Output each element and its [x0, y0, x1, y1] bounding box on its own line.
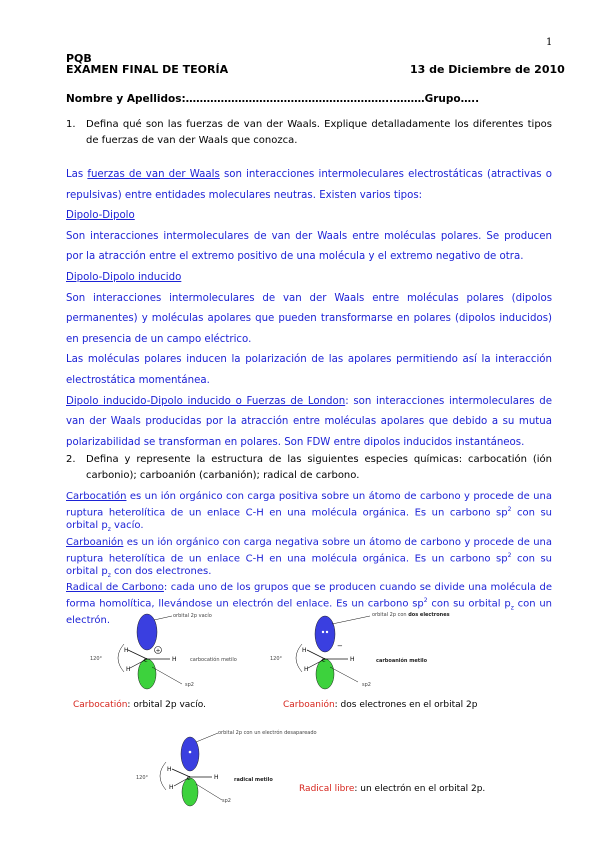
question-2-text: Defina y represente la estructura de las siguientes especies químicas: carbocatión (ión carbonio); carboanión (carbanión); radical de carbono.	[86, 454, 552, 481]
page-number: 1	[546, 37, 553, 48]
svg-text:H: H	[167, 766, 172, 773]
carbocation-title[interactable]: Carbocatión	[66, 491, 127, 502]
cation-caption: Carbocatión: orbital 2p vacío.	[73, 700, 206, 710]
svg-text:H: H	[126, 666, 131, 673]
cation-orbital-label: orbital 2p vacío	[173, 613, 212, 619]
course-code: PQB	[66, 52, 92, 65]
svg-text:−: −	[337, 642, 343, 650]
question-1-text: Defina qué son las fuerzas de van der Waals. Explique detalladamente los diferentes tipos de fuerzas de van der Waals que conozca.	[86, 119, 552, 146]
electron-dot-1	[322, 631, 324, 633]
p-orbital-bottom-lobe	[182, 778, 198, 806]
svg-text:H: H	[169, 784, 174, 791]
dipolo-inducido-text: Son interacciones intermoleculares de van der Waals entre moléculas polares (dipolos permanentes) y moléculas apolares que pueden transformarse en polares (dipolos inducidos) en presencia de un campo eléctrico.	[66, 292, 552, 345]
question-2-number: 2.	[66, 454, 76, 465]
svg-text:H: H	[304, 666, 309, 673]
question-1-number: 1.	[66, 119, 76, 130]
radical-sp2-label: sp2	[222, 798, 231, 804]
carbanion-title[interactable]: Carboanión	[66, 536, 124, 548]
cation-angle-label: 120°	[90, 656, 103, 662]
svg-text:C: C	[322, 658, 326, 664]
cation-name-label: carbocatión metilo	[190, 657, 237, 663]
dipolo-dipolo-title[interactable]: Dipolo-Dipolo	[66, 210, 135, 222]
anion-caption: Carboanión: dos electrones en el orbital 2p	[283, 700, 478, 710]
radical-name-label: radical metilo	[234, 777, 273, 783]
anion-angle-label: 120°	[270, 656, 283, 662]
filled-p-orbital-top-lobe	[315, 616, 335, 652]
radical-angle-label: 120°	[136, 775, 149, 781]
carbanion-definition: Carboanión es un ión orgánico con carga negativa sobre un átomo de carbono y procede de una ruptura heterolítica de un enlace C-H en una molécula orgánica. Es un carbono $sp^2$ con su orbital $p_z$ con dos electrones.	[66, 536, 553, 579]
electron-dot-2	[326, 631, 328, 633]
dipolo-dipolo-text: Son interacciones intermoleculares de van der Waals entre moléculas polares. Se producen por la atracción entre el extremo positivo de una molécula y el extremo negativo de otra.	[66, 230, 552, 263]
svg-text:+: +	[155, 647, 161, 655]
name-line: Nombre y Apellidos:…………………………………………………..………Grupo…..	[66, 93, 480, 105]
svg-text:C: C	[187, 776, 191, 782]
svg-text:H: H	[302, 647, 307, 654]
empty-p-orbital-top-lobe	[137, 614, 157, 650]
answer-1	[66, 165, 552, 453]
dipolo-inducido-text-2: Las moléculas polares inducen la polarización de las apolares permitiendo así la interacción electrostática momentánea.	[66, 354, 552, 386]
radical-caption: Radical libre: un electrón en el orbital 2p.	[299, 784, 486, 794]
anion-orbital-label: orbital 2p con dos electrones	[372, 612, 450, 618]
answer-1-intro: Las fuerzas de van der Waals son interacciones intermoleculares electrostáticas (atractivas o repulsivas) entre entidades moleculares neutras. Existen varios tipos:	[66, 169, 552, 201]
svg-text:H: H	[124, 647, 129, 654]
exam-title: EXAMEN FINAL DE TEORÍA	[66, 63, 229, 76]
answer-2	[66, 491, 552, 628]
unpaired-electron-dot	[189, 751, 192, 754]
london-text-block: Dipolo inducido-Dipolo inducido o Fuerzas de London: son interacciones intermoleculares de van der Waals producidas por la atracción entre moléculas apolares que debido a su mutua polarizabilidad se transforman en polares. Son FDW entre dipolos inducidos instantáneos.	[66, 395, 552, 448]
carbocation-diagram	[80, 612, 250, 692]
svg-text:H: H	[172, 656, 177, 663]
svg-text:H: H	[350, 656, 355, 663]
svg-text:C: C	[144, 658, 148, 664]
question-2	[66, 452, 552, 484]
radical-diagram	[130, 728, 300, 812]
vdw-link[interactable]: fuerzas de van der Waals	[87, 169, 220, 180]
radical-title[interactable]: Radical de Carbono	[66, 582, 164, 594]
question-1	[66, 117, 552, 149]
dipolo-inducido-title[interactable]: Dipolo-Dipolo inducido	[66, 271, 182, 283]
cation-sp2-label: sp2	[185, 682, 194, 688]
anion-name-label: carboanión metilo	[376, 658, 428, 664]
exam-date: 13 de Diciembre de 2010	[410, 63, 565, 76]
london-title[interactable]: Dipolo inducido-Dipolo inducido o Fuerzas de London	[66, 395, 346, 407]
anion-sp2-label: sp2	[362, 682, 371, 688]
radical-orbital-label: orbital 2p con un electrón desapareado	[218, 730, 317, 736]
svg-text:H: H	[214, 774, 219, 781]
carbocation-definition: Carbocatión es un ión orgánico con carga positiva sobre un átomo de carbono y procede de una ruptura heterolítica de un enlace C-H en una molécula orgánica. Es un carbono $sp^2$ con su orbital $p_z$ vacío.	[66, 491, 553, 533]
carbanion-diagram	[262, 612, 432, 692]
radical-definition: Radical de Carbono: cada uno de los grupos que se producen cuando se divide una molécula de forma homolítica, llevándose un electrón del enlace. Es un carbono $sp^2$ con su orbital $p_z$ con un electrón.	[66, 582, 552, 627]
